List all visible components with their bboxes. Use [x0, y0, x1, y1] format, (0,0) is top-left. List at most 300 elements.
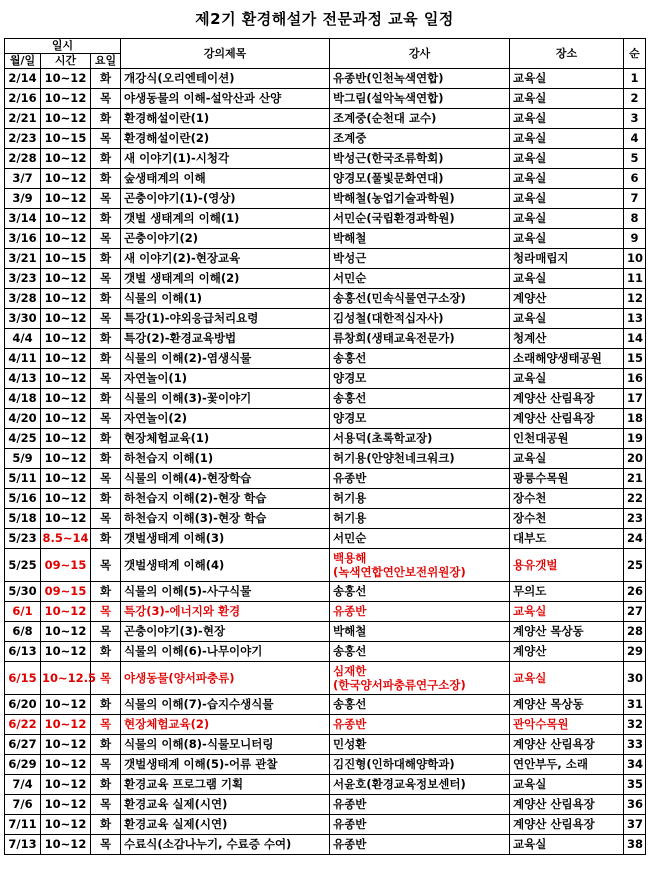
cell-subject: 갯벌 생태계의 이해(2) — [121, 269, 330, 289]
cell-subject: 야생동물(양서파충류) — [121, 662, 330, 695]
table-row — [5, 169, 646, 189]
cell-day: 화 — [91, 695, 121, 715]
table-row — [5, 409, 646, 429]
cell-day: 화 — [91, 529, 121, 549]
cell-day: 목 — [91, 269, 121, 289]
cell-lecturer: 박해철(농업기술과학원) — [330, 189, 510, 209]
cell-place: 교육실 — [510, 109, 624, 129]
table-row — [5, 582, 646, 602]
cell-day: 화 — [91, 815, 121, 835]
cell-date: 3/9 — [5, 189, 41, 209]
cell-order: 38 — [624, 835, 646, 855]
cell-time: 10~12 — [41, 329, 91, 349]
cell-lecturer: 박해철 — [330, 229, 510, 249]
table-row — [5, 109, 646, 129]
cell-place: 교육실 — [510, 169, 624, 189]
cell-order: 8 — [624, 209, 646, 229]
cell-date: 2/23 — [5, 129, 41, 149]
cell-subject: 식물의 이해(2)-염생식물 — [121, 349, 330, 369]
cell-subject: 환경해설이란(1) — [121, 109, 330, 129]
cell-time: 09~15 — [41, 582, 91, 602]
cell-time: 10~12 — [41, 389, 91, 409]
cell-lecturer: 유종반 — [330, 715, 510, 735]
cell-day: 화 — [91, 209, 121, 229]
cell-subject: 환경해설이란(2) — [121, 129, 330, 149]
cell-time: 10~12 — [41, 469, 91, 489]
cell-lecturer: 송홍선 — [330, 695, 510, 715]
cell-time: 10~12 — [41, 835, 91, 855]
cell-time: 10~12 — [41, 735, 91, 755]
cell-order: 31 — [624, 695, 646, 715]
cell-day: 화 — [91, 735, 121, 755]
cell-order: 20 — [624, 449, 646, 469]
cell-time: 10~12 — [41, 642, 91, 662]
schedule-table — [4, 38, 646, 855]
cell-subject: 하천습지 이해(3)-현장 학습 — [121, 509, 330, 529]
cell-place: 계양산 목상동 — [510, 622, 624, 642]
cell-lecturer — [330, 549, 510, 582]
cell-time: 10~12 — [41, 795, 91, 815]
cell-subject: 새 이야기(1)-시청각 — [121, 149, 330, 169]
header-order: 순 — [624, 39, 646, 69]
cell-time: 10~12 — [41, 149, 91, 169]
cell-subject: 곤충이야기(3)-현장 — [121, 622, 330, 642]
cell-order: 36 — [624, 795, 646, 815]
cell-order: 19 — [624, 429, 646, 449]
cell-date: 5/23 — [5, 529, 41, 549]
table-row — [5, 149, 646, 169]
cell-order: 15 — [624, 349, 646, 369]
lecturer-name: 백용해 — [333, 551, 367, 565]
cell-lecturer: 박성근 — [330, 249, 510, 269]
cell-date: 2/16 — [5, 89, 41, 109]
cell-day: 목 — [91, 622, 121, 642]
cell-day: 화 — [91, 642, 121, 662]
cell-place: 교육실 — [510, 269, 624, 289]
table-row — [5, 209, 646, 229]
cell-place: 교육실 — [510, 229, 624, 249]
cell-place: 교육실 — [510, 69, 624, 89]
cell-day: 목 — [91, 469, 121, 489]
cell-lecturer: 송홍선 — [330, 642, 510, 662]
cell-date: 6/13 — [5, 642, 41, 662]
cell-lecturer: 양경모(풀빛문화연대) — [330, 169, 510, 189]
cell-time: 10~12 — [41, 309, 91, 329]
cell-order: 24 — [624, 529, 646, 549]
cell-lecturer: 송홍선 — [330, 349, 510, 369]
cell-date: 7/6 — [5, 795, 41, 815]
cell-order: 23 — [624, 509, 646, 529]
lecturer-name: 심재한 — [333, 664, 367, 678]
cell-day: 화 — [91, 582, 121, 602]
table-row — [5, 509, 646, 529]
cell-order: 30 — [624, 662, 646, 695]
cell-order: 26 — [624, 582, 646, 602]
cell-time: 10~12 — [41, 209, 91, 229]
cell-order: 7 — [624, 189, 646, 209]
cell-time: 10~12 — [41, 449, 91, 469]
cell-subject: 특강(3)-에너지와 환경 — [121, 602, 330, 622]
cell-subject: 식물의 이해(7)-습지수생식물 — [121, 695, 330, 715]
cell-day: 화 — [91, 449, 121, 469]
cell-place: 계양산 산림욕장 — [510, 795, 624, 815]
table-row — [5, 735, 646, 755]
cell-date: 3/28 — [5, 289, 41, 309]
header-datetime: 일시 — [5, 39, 121, 54]
cell-place: 대부도 — [510, 529, 624, 549]
cell-subject: 새 이야기(2)-현장교육 — [121, 249, 330, 269]
header-lecturer: 강사 — [330, 39, 510, 69]
cell-day: 화 — [91, 249, 121, 269]
table-row — [5, 469, 646, 489]
cell-subject: 숲생태계의 이해 — [121, 169, 330, 189]
cell-date: 5/25 — [5, 549, 41, 582]
cell-day: 화 — [91, 149, 121, 169]
table-row — [5, 69, 646, 89]
cell-time: 10~12 — [41, 409, 91, 429]
cell-day: 화 — [91, 349, 121, 369]
cell-lecturer: 허기용 — [330, 509, 510, 529]
cell-time: 10~12 — [41, 169, 91, 189]
cell-time: 10~12.5 — [41, 662, 91, 695]
cell-lecturer: 양경모 — [330, 369, 510, 389]
cell-place: 청라매립지 — [510, 249, 624, 269]
cell-time: 10~15 — [41, 129, 91, 149]
cell-date: 4/20 — [5, 409, 41, 429]
table-row — [5, 529, 646, 549]
cell-order: 25 — [624, 549, 646, 582]
cell-date: 3/30 — [5, 309, 41, 329]
cell-subject: 식물의 이해(1) — [121, 289, 330, 309]
cell-order: 18 — [624, 409, 646, 429]
table-row — [5, 129, 646, 149]
cell-lecturer: 유종반 — [330, 835, 510, 855]
cell-date: 5/30 — [5, 582, 41, 602]
table-row — [5, 329, 646, 349]
cell-subject: 야생동물의 이해-설악산과 산양 — [121, 89, 330, 109]
cell-order: 33 — [624, 735, 646, 755]
cell-day: 목 — [91, 89, 121, 109]
cell-place: 계양산 산림욕장 — [510, 815, 624, 835]
cell-lecturer: 유종반(인천녹색연합) — [330, 69, 510, 89]
cell-date: 6/8 — [5, 622, 41, 642]
cell-place: 계양산 — [510, 289, 624, 309]
cell-order: 32 — [624, 715, 646, 735]
cell-day: 목 — [91, 129, 121, 149]
cell-time: 10~15 — [41, 249, 91, 269]
table-row — [5, 695, 646, 715]
cell-date: 7/13 — [5, 835, 41, 855]
cell-day: 화 — [91, 489, 121, 509]
cell-time: 10~12 — [41, 269, 91, 289]
cell-time: 10~12 — [41, 109, 91, 129]
cell-order: 4 — [624, 129, 646, 149]
lecturer-affiliation: (녹색연합연안보전위원장) — [333, 565, 466, 579]
cell-date: 3/14 — [5, 209, 41, 229]
cell-time: 8.5~14 — [41, 529, 91, 549]
cell-lecturer: 송홍선 — [330, 582, 510, 602]
cell-order: 9 — [624, 229, 646, 249]
cell-day: 목 — [91, 715, 121, 735]
cell-place: 연안부두, 소래 — [510, 755, 624, 775]
cell-subject: 개강식(오리엔테이션) — [121, 69, 330, 89]
table-row — [5, 429, 646, 449]
cell-order: 12 — [624, 289, 646, 309]
cell-lecturer: 서용덕(초록학교장) — [330, 429, 510, 449]
cell-time: 10~12 — [41, 715, 91, 735]
cell-subject: 현장체험교육(1) — [121, 429, 330, 449]
cell-place: 교육실 — [510, 775, 624, 795]
cell-day: 목 — [91, 662, 121, 695]
table-row — [5, 602, 646, 622]
cell-order: 10 — [624, 249, 646, 269]
cell-date: 4/11 — [5, 349, 41, 369]
cell-lecturer: 송홍선(민속식물연구소장) — [330, 289, 510, 309]
cell-date: 2/14 — [5, 69, 41, 89]
cell-subject: 자연놀이(2) — [121, 409, 330, 429]
cell-date: 3/7 — [5, 169, 41, 189]
cell-place: 교육실 — [510, 602, 624, 622]
cell-lecturer: 송홍선 — [330, 389, 510, 409]
cell-day: 화 — [91, 169, 121, 189]
cell-lecturer: 서민순 — [330, 529, 510, 549]
cell-lecturer: 박그림(설악녹색연합) — [330, 89, 510, 109]
cell-day: 화 — [91, 775, 121, 795]
cell-subject: 현장체험교육(2) — [121, 715, 330, 735]
table-row — [5, 795, 646, 815]
cell-place: 청계산 — [510, 329, 624, 349]
header-date: 월/일 — [5, 54, 41, 69]
cell-time: 10~12 — [41, 429, 91, 449]
cell-lecturer: 박성근(한국조류학회) — [330, 149, 510, 169]
cell-subject: 하천습지 이해(2)-현장 학습 — [121, 489, 330, 509]
cell-date: 3/16 — [5, 229, 41, 249]
cell-subject: 환경교육 프로그램 기획 — [121, 775, 330, 795]
cell-subject: 하천습지 이해(1) — [121, 449, 330, 469]
table-row — [5, 835, 646, 855]
cell-subject: 환경교육 실제(시연) — [121, 815, 330, 835]
cell-day: 목 — [91, 309, 121, 329]
cell-subject: 자연놀이(1) — [121, 369, 330, 389]
cell-date: 4/13 — [5, 369, 41, 389]
table-row — [5, 662, 646, 695]
cell-lecturer: 박해철 — [330, 622, 510, 642]
cell-place: 교육실 — [510, 309, 624, 329]
table-row — [5, 715, 646, 735]
cell-lecturer: 유종반 — [330, 795, 510, 815]
table-row — [5, 349, 646, 369]
cell-order: 1 — [624, 69, 646, 89]
table-row — [5, 229, 646, 249]
schedule-rows — [5, 69, 646, 855]
cell-subject: 갯벌생태계 이해(4) — [121, 549, 330, 582]
cell-lecturer: 조계중 — [330, 129, 510, 149]
cell-order: 35 — [624, 775, 646, 795]
cell-lecturer: 유종반 — [330, 602, 510, 622]
table-row — [5, 189, 646, 209]
cell-date: 4/4 — [5, 329, 41, 349]
cell-day: 목 — [91, 549, 121, 582]
cell-place: 소래해양생태공원 — [510, 349, 624, 369]
table-row — [5, 622, 646, 642]
cell-place: 교육실 — [510, 369, 624, 389]
cell-date: 2/21 — [5, 109, 41, 129]
cell-subject: 갯벌생태계 이해(3) — [121, 529, 330, 549]
cell-date: 6/15 — [5, 662, 41, 695]
cell-day: 화 — [91, 389, 121, 409]
cell-place: 교육실 — [510, 209, 624, 229]
cell-subject: 특강(1)-야외응급처리요령 — [121, 309, 330, 329]
cell-day: 화 — [91, 289, 121, 309]
cell-order: 34 — [624, 755, 646, 775]
cell-day: 화 — [91, 429, 121, 449]
cell-lecturer: 류창희(생태교육전문가) — [330, 329, 510, 349]
cell-subject: 수료식(소감나누기, 수료증 수여) — [121, 835, 330, 855]
cell-subject: 갯벌생태계 이해(5)-어류 관찰 — [121, 755, 330, 775]
table-row — [5, 249, 646, 269]
cell-subject: 특강(2)-환경교육방법 — [121, 329, 330, 349]
cell-subject: 곤충이야기(1)-(영상) — [121, 189, 330, 209]
cell-place: 계양산 산림욕장 — [510, 389, 624, 409]
cell-lecturer: 서윤호(환경교육정보센터) — [330, 775, 510, 795]
table-row — [5, 269, 646, 289]
cell-day: 목 — [91, 409, 121, 429]
header-time: 시간 — [41, 54, 91, 69]
cell-day: 목 — [91, 189, 121, 209]
cell-lecturer: 서민순 — [330, 269, 510, 289]
table-row — [5, 549, 646, 582]
cell-order: 6 — [624, 169, 646, 189]
table-row — [5, 489, 646, 509]
cell-day: 화 — [91, 329, 121, 349]
cell-subject: 식물의 이해(4)-현장학습 — [121, 469, 330, 489]
cell-subject: 식물의 이해(6)-나무이야기 — [121, 642, 330, 662]
cell-lecturer: 허기용 — [330, 489, 510, 509]
cell-lecturer — [330, 662, 510, 695]
cell-lecturer: 조계중(순천대 교수) — [330, 109, 510, 129]
cell-time: 10~12 — [41, 189, 91, 209]
cell-place: 계양산 산림욕장 — [510, 735, 624, 755]
cell-place: 교육실 — [510, 662, 624, 695]
cell-lecturer: 허기용(안양천네크워크) — [330, 449, 510, 469]
cell-place: 교육실 — [510, 449, 624, 469]
cell-time: 10~12 — [41, 69, 91, 89]
cell-date: 6/22 — [5, 715, 41, 735]
cell-lecturer: 유종반 — [330, 815, 510, 835]
cell-lecturer: 김성철(대한적십자사) — [330, 309, 510, 329]
cell-date: 4/18 — [5, 389, 41, 409]
cell-day: 화 — [91, 109, 121, 129]
table-row — [5, 755, 646, 775]
cell-lecturer: 민성환 — [330, 735, 510, 755]
cell-time: 10~12 — [41, 89, 91, 109]
cell-place: 교육실 — [510, 189, 624, 209]
table-row — [5, 815, 646, 835]
lecturer-affiliation: (한국양서파충류연구소장) — [333, 678, 466, 692]
cell-order: 2 — [624, 89, 646, 109]
cell-time: 10~12 — [41, 369, 91, 389]
cell-date: 6/27 — [5, 735, 41, 755]
cell-order: 29 — [624, 642, 646, 662]
header-day: 요일 — [91, 54, 121, 69]
cell-time: 10~12 — [41, 289, 91, 309]
table-row — [5, 775, 646, 795]
header-subject: 강의제목 — [121, 39, 330, 69]
cell-date: 2/28 — [5, 149, 41, 169]
cell-subject: 갯벌 생태계의 이해(1) — [121, 209, 330, 229]
cell-place: 광릉수목원 — [510, 469, 624, 489]
table-row — [5, 89, 646, 109]
cell-time: 10~12 — [41, 775, 91, 795]
header-place: 장소 — [510, 39, 624, 69]
cell-order: 3 — [624, 109, 646, 129]
cell-subject: 식물의 이해(5)-사구식물 — [121, 582, 330, 602]
cell-date: 7/11 — [5, 815, 41, 835]
table-row — [5, 389, 646, 409]
cell-place: 교육실 — [510, 129, 624, 149]
cell-place: 교육실 — [510, 835, 624, 855]
cell-place: 무의도 — [510, 582, 624, 602]
cell-lecturer: 유종반 — [330, 469, 510, 489]
table-row — [5, 449, 646, 469]
cell-day: 목 — [91, 602, 121, 622]
cell-date: 6/29 — [5, 755, 41, 775]
cell-subject: 식물의 이해(8)-식물모니터링 — [121, 735, 330, 755]
cell-day: 목 — [91, 229, 121, 249]
cell-time: 10~12 — [41, 489, 91, 509]
cell-order: 21 — [624, 469, 646, 489]
cell-date: 5/11 — [5, 469, 41, 489]
page-title: 제2기 환경해설가 전문과정 교육 일정 — [195, 10, 454, 28]
cell-time: 10~12 — [41, 349, 91, 369]
cell-order: 17 — [624, 389, 646, 409]
cell-lecturer: 서민순(국립환경과학원) — [330, 209, 510, 229]
cell-subject: 식물의 이해(3)-꽃이야기 — [121, 389, 330, 409]
cell-time: 10~12 — [41, 509, 91, 529]
cell-order: 14 — [624, 329, 646, 349]
cell-place: 계양산 목상동 — [510, 695, 624, 715]
table-row — [5, 309, 646, 329]
cell-date: 5/18 — [5, 509, 41, 529]
cell-lecturer: 양경모 — [330, 409, 510, 429]
cell-order: 13 — [624, 309, 646, 329]
cell-time: 10~12 — [41, 755, 91, 775]
cell-place: 교육실 — [510, 89, 624, 109]
cell-date: 5/16 — [5, 489, 41, 509]
cell-place: 관악수목원 — [510, 715, 624, 735]
cell-subject: 곤충이야기(2) — [121, 229, 330, 249]
cell-order: 22 — [624, 489, 646, 509]
cell-subject: 환경교육 실제(시연) — [121, 795, 330, 815]
cell-day: 목 — [91, 795, 121, 815]
cell-time: 10~12 — [41, 815, 91, 835]
cell-date: 5/9 — [5, 449, 41, 469]
cell-place: 장수천 — [510, 509, 624, 529]
cell-order: 27 — [624, 602, 646, 622]
cell-day: 목 — [91, 369, 121, 389]
cell-day: 목 — [91, 835, 121, 855]
cell-time: 10~12 — [41, 622, 91, 642]
cell-date: 7/4 — [5, 775, 41, 795]
cell-date: 4/25 — [5, 429, 41, 449]
cell-date: 3/23 — [5, 269, 41, 289]
cell-time: 10~12 — [41, 695, 91, 715]
table-row — [5, 642, 646, 662]
cell-place: 인천대공원 — [510, 429, 624, 449]
cell-order: 28 — [624, 622, 646, 642]
cell-order: 5 — [624, 149, 646, 169]
table-row — [5, 369, 646, 389]
